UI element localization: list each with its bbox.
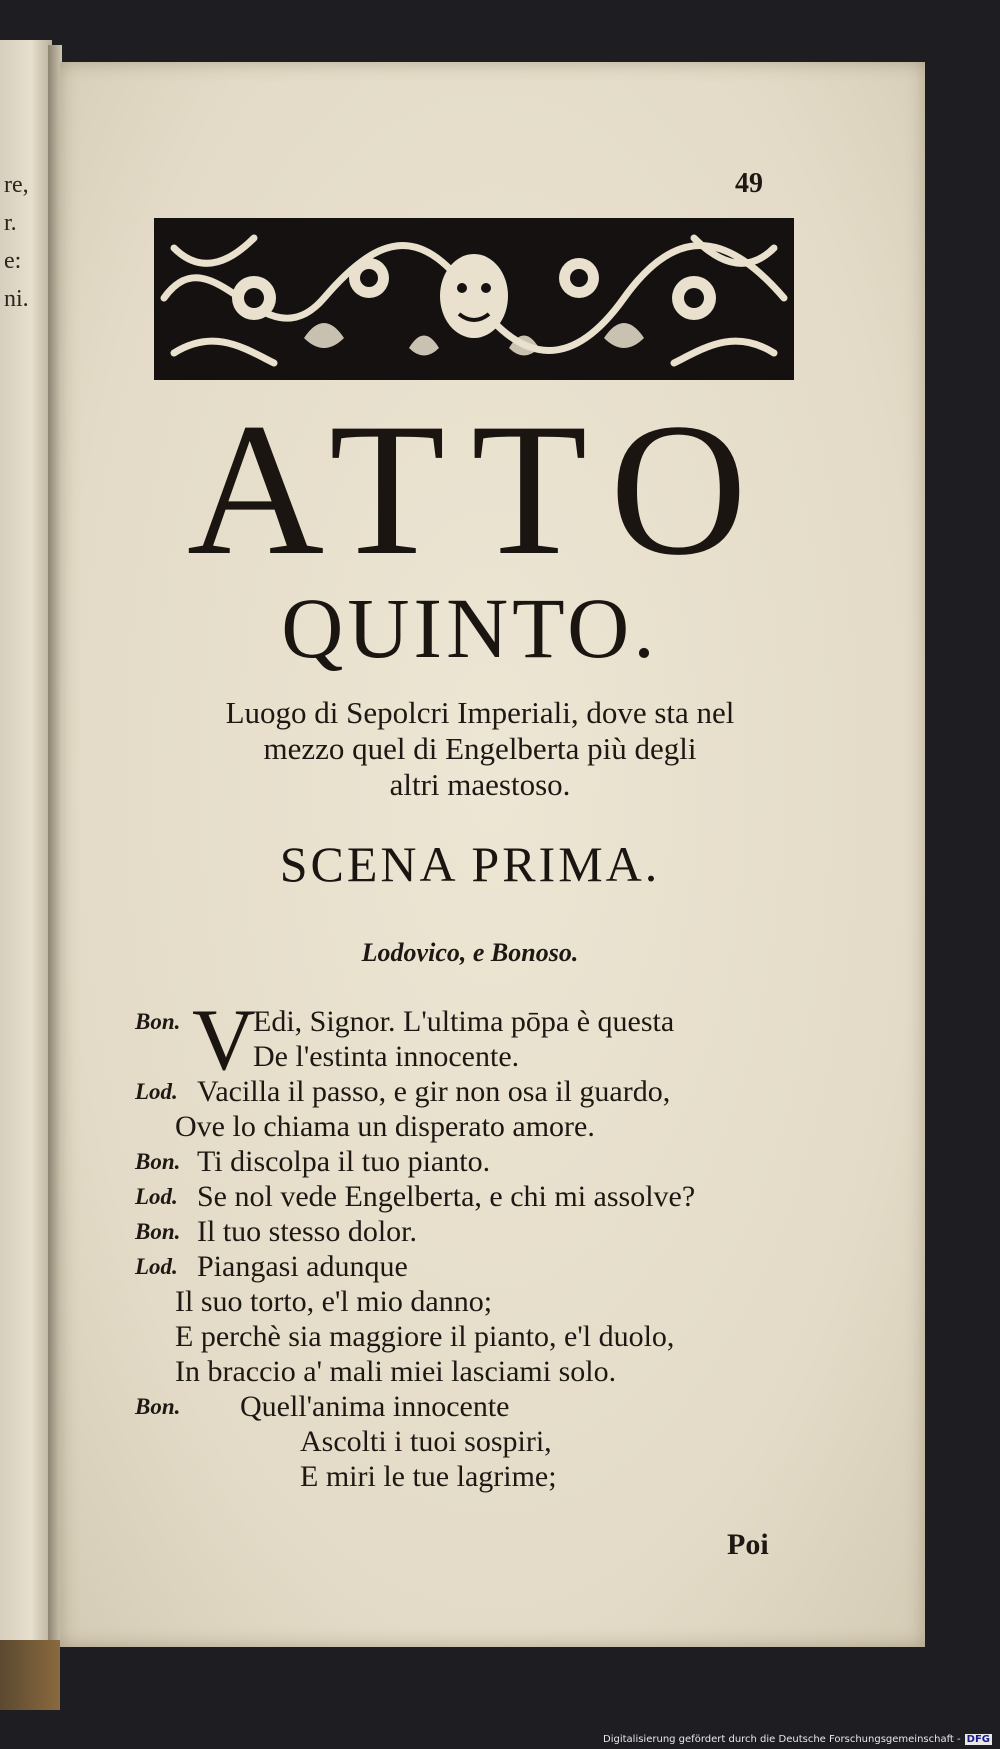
speaker-label: Lod.: [135, 1079, 178, 1104]
speaker-label: Bon.: [135, 1149, 181, 1174]
act-number-heading: QUINTO.: [281, 580, 659, 676]
facing-page-edge: [0, 40, 52, 1650]
digitization-credit: [603, 1734, 992, 1745]
ornament-vine-icon: [154, 218, 794, 380]
setting-line: mezzo quel di Engelberta più degli: [263, 731, 697, 766]
page-number: 49: [735, 168, 763, 199]
drop-cap: V: [192, 992, 256, 1089]
act-heading: ATTO: [186, 385, 774, 595]
dialogue-line: [135, 1460, 835, 1495]
credit-text: Digitalisierung gefördert durch die Deutsche Forschungsgemeinschaft -: [603, 1734, 961, 1745]
book-binding-edge: [0, 1640, 60, 1710]
dialogue-line: [135, 1355, 835, 1390]
setting-line: Luogo di Sepolcri Imperiali, dove sta nel: [225, 695, 735, 730]
dialogue-block: [135, 992, 835, 1495]
facing-page-fragment: ni.: [4, 286, 29, 312]
speaker-label: Bon.: [135, 1219, 181, 1244]
dialogue-text: Vacilla il passo, e gir non osa il guardo,: [197, 1075, 671, 1108]
dfg-logo: DFG: [966, 1734, 990, 1745]
speaker-label: Lod.: [135, 1254, 178, 1279]
dialogue-line: [135, 1250, 835, 1285]
facing-page-fragment: e:: [4, 248, 22, 274]
dialogue-line: [135, 1075, 835, 1110]
dialogue-text: Il tuo stesso dolor.: [197, 1215, 418, 1248]
dialogue-text: In braccio a' mali miei lasciami solo.: [175, 1355, 617, 1388]
scene-setting: [125, 695, 835, 803]
facing-page-fragment: re,: [4, 172, 29, 198]
dialogue-line: [135, 1390, 835, 1425]
dialogue-line: [135, 1180, 835, 1215]
setting-line: altri maestoso.: [389, 767, 571, 802]
dialogue-line: [135, 1425, 835, 1460]
floral-headpiece-ornament: [154, 218, 794, 380]
dialogue-text: Se nol vede Engelberta, e chi mi assolve?: [197, 1180, 696, 1213]
dialogue-text: Ascolti i tuoi sospiri,: [300, 1425, 552, 1458]
scene-title: SCENA PRIMA.: [279, 836, 661, 892]
dialogue-text: De l'estinta innocente.: [253, 1040, 520, 1073]
scene-characters: Lodovico, e Bonoso.: [361, 938, 579, 967]
dialogue-line: [135, 1145, 835, 1180]
dialogue-text: E perchè sia maggiore il pianto, e'l duolo,: [175, 1320, 675, 1353]
dialogue-text: Quell'anima innocente: [240, 1390, 510, 1423]
dialogue-line: [135, 1040, 835, 1075]
dialogue-line: [135, 1110, 835, 1145]
speaker-label: Bon.: [135, 1009, 181, 1034]
dialogue-text: Ti discolpa il tuo pianto.: [197, 1145, 491, 1178]
dialogue-text: E miri le tue lagrime;: [300, 1460, 557, 1493]
catchword: Poi: [727, 1528, 769, 1561]
dialogue-line: [135, 1215, 835, 1250]
dialogue-text: Il suo torto, e'l mio danno;: [175, 1285, 493, 1318]
dialogue-text: Ove lo chiama un disperato amore.: [175, 1110, 595, 1143]
speaker-label: Lod.: [135, 1184, 178, 1209]
facing-page-fragment: r.: [4, 210, 17, 236]
dialogue-text: Edi, Signor. L'ultima pōpa è questa: [253, 1005, 675, 1038]
dialogue-line: [135, 1320, 835, 1355]
speaker-label: Bon.: [135, 1394, 181, 1419]
dialogue-text: Piangasi adunque: [197, 1250, 408, 1283]
dialogue-line: [135, 1285, 835, 1320]
